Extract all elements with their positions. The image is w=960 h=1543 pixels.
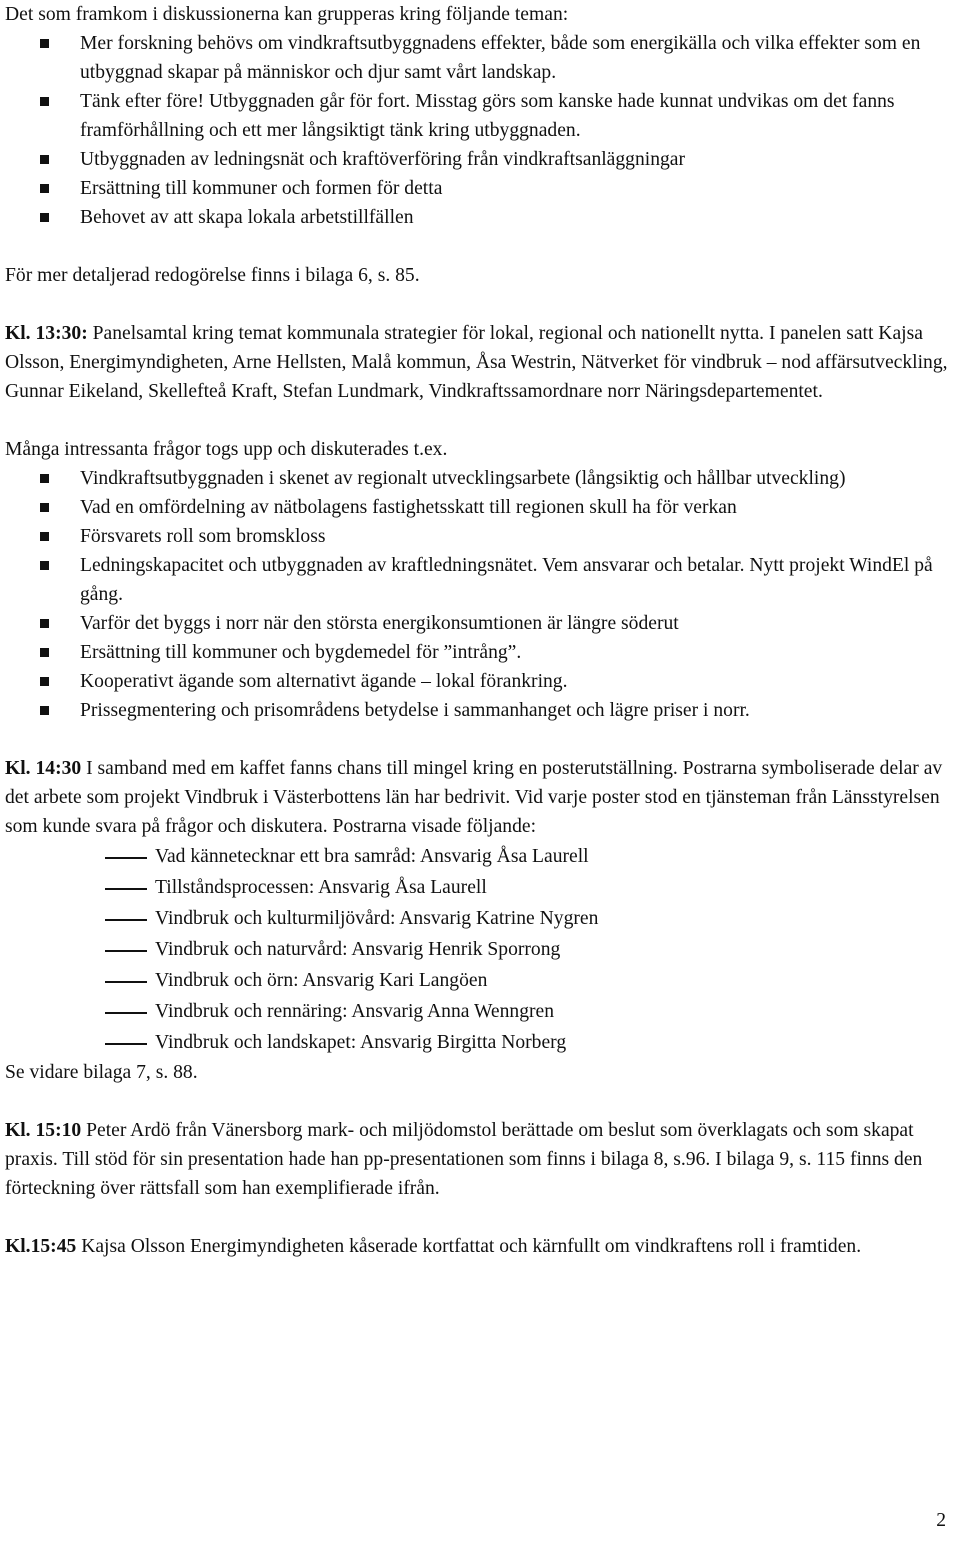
poster-item: Tillståndsprocessen: Ansvarig Åsa Laurell	[5, 872, 955, 903]
session-time: Kl. 14:30	[5, 758, 82, 779]
poster-item: Vindbruk och rennäring: Ansvarig Anna Wenngren	[5, 996, 955, 1027]
appendix-note-6: För mer detaljerad redogörelse finns i bilaga 6, s. 85.	[5, 265, 420, 286]
session-text: Kajsa Olsson Energimyndigheten kåserade kortfattat och kärnfullt om vindkraftens roll i framtiden.	[76, 1236, 862, 1257]
session-text: Peter Ardö från Vänersborg mark- och miljödomstol berättade om beslut som överklagats och som skapat praxis. Till stöd för sin presentation hade han pp-presentationen som finns i bilaga 8, s.96. I bilaga 9, s. 115 finns den förteckning över rättsfall som han exemplifierade ifrån.	[5, 1120, 923, 1199]
poster-item: Vindbruk och kulturmiljövård: Ansvarig Katrine Nygren	[5, 903, 955, 934]
session-1330-paragraph	[5, 319, 955, 406]
question-item: Vindkraftsutbyggnaden i skenet av regionalt utvecklingsarbete (långsiktig och hållbar utveckling)	[5, 464, 955, 493]
session-text: I samband med em kaffet fanns chans till mingel kring en posterutställning. Postrarna symboliserade delar av det arbete som projekt Vindbruk i Västerbottens län har bedrivit. Vid varje poster stod en tjänsteman från Länsstyrelsen som kunde svara på frågor och diskutera. Postrarna visade följande:	[5, 758, 943, 837]
session-1510-paragraph	[5, 1116, 955, 1203]
question-item: Försvarets roll som bromskloss	[5, 522, 955, 551]
document-page	[5, 0, 955, 1261]
question-item: Ersättning till kommuner och bygdemedel för ”intrång”.	[5, 638, 955, 667]
theme-item: Mer forskning behövs om vindkraftsutbyggnadens effekter, både som energikälla och vilka effekter som en utbyggnad skapar på människor och djur samt vårt landskap.	[5, 29, 955, 87]
question-item: Vad en omfördelning av nätbolagens fastighetsskatt till regionen skull ha för verkan	[5, 493, 955, 522]
question-item: Kooperativt ägande som alternativt ägande – lokal förankring.	[5, 667, 955, 696]
session-time: Kl.15:45	[5, 1236, 77, 1257]
session-time: Kl. 15:10	[5, 1120, 82, 1141]
intro-paragraph: Det som framkom i diskussionerna kan grupperas kring följande teman:	[5, 4, 569, 25]
questions-list	[5, 464, 955, 725]
theme-item: Ersättning till kommuner och formen för detta	[5, 174, 955, 203]
session-text: Panelsamtal kring temat kommunala strategier för lokal, regional och nationellt nytta. I panelen satt Kajsa Olsson, Energimyndigheten, Arne Hellsten, Malå kommun, Åsa Westrin, Nätverket för vindbruk – nod affärsutveckling, Gunnar Eikeland, Skellefteå Kraft, Stefan Lundmark, Vindkraftssamordnare norr Näringsdepartementet.	[5, 323, 948, 402]
theme-item: Behovet av att skapa lokala arbetstillfällen	[5, 203, 955, 232]
question-item: Ledningskapacitet och utbyggnaden av kraftledningsnätet. Vem ansvarar och betalar. Nytt projekt WindEl på gång.	[5, 551, 955, 609]
poster-item: Vad kännetecknar ett bra samråd: Ansvarig Åsa Laurell	[5, 841, 955, 872]
session-1430-paragraph	[5, 754, 955, 841]
themes-list	[5, 29, 955, 232]
question-item: Prissegmentering och prisområdens betydelse i sammanhanget och lägre priser i norr.	[5, 696, 955, 725]
session-1545-paragraph	[5, 1232, 955, 1261]
theme-item: Tänk efter före! Utbyggnaden går för fort. Misstag görs som kanske hade kunnat undvikas om det fanns framförhållning och ett mer långsiktigt tänk kring utbyggnaden.	[5, 87, 955, 145]
questions-intro: Många intressanta frågor togs upp och diskuterades t.ex.	[5, 439, 448, 460]
posters-list	[5, 841, 955, 1058]
session-time: Kl. 13:30:	[5, 323, 88, 344]
poster-item: Vindbruk och landskapet: Ansvarig Birgitta Norberg	[5, 1027, 955, 1058]
poster-item: Vindbruk och naturvård: Ansvarig Henrik Sporrong	[5, 934, 955, 965]
theme-item: Utbyggnaden av ledningsnät och kraftöverföring från vindkraftsanläggningar	[5, 145, 955, 174]
page-number: 2	[936, 1510, 946, 1531]
appendix-note-7: Se vidare bilaga 7, s. 88.	[5, 1062, 198, 1083]
poster-item: Vindbruk och örn: Ansvarig Kari Langöen	[5, 965, 955, 996]
question-item: Varför det byggs i norr när den största energikonsumtionen är längre söderut	[5, 609, 955, 638]
